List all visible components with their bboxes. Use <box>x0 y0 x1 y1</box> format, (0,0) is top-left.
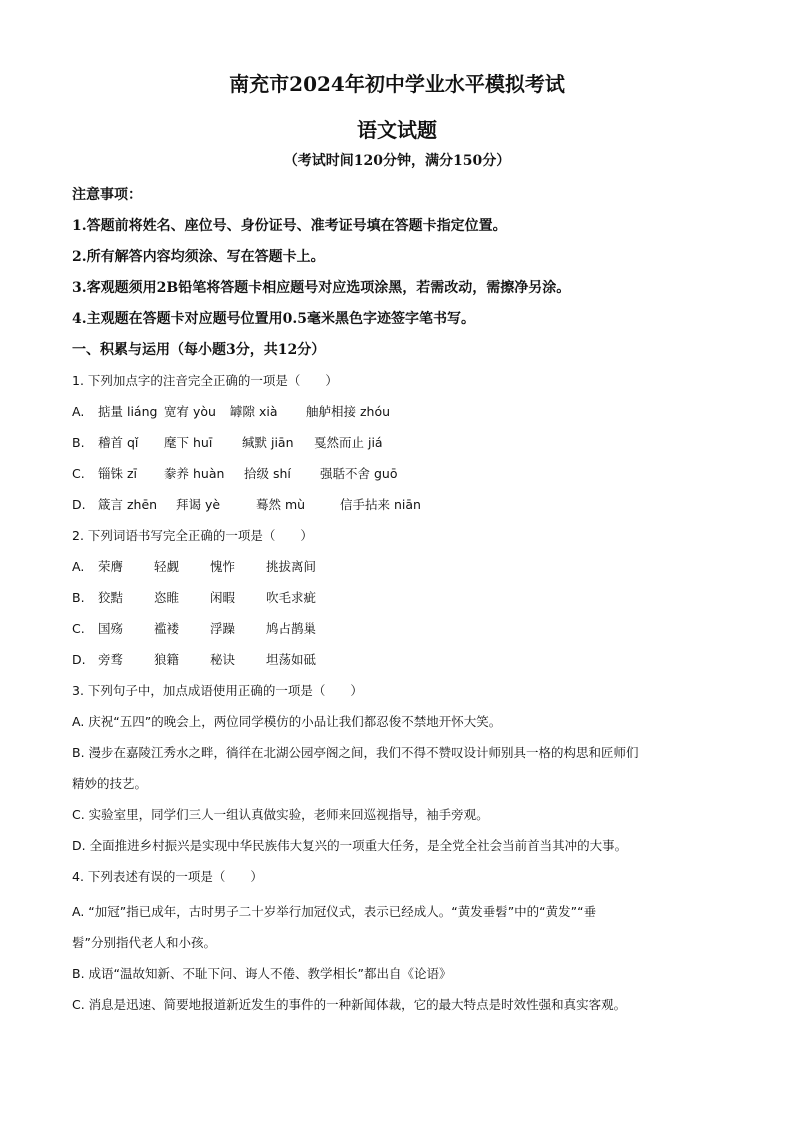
option-letter: C. <box>72 621 85 636</box>
question-3-option-d: D. 全面推进乡村振兴是实现中华民族伟大复兴的一项重大任务，是全党全社会当前首当其冲的大事。 <box>72 838 628 853</box>
option-word: 掂量 liáng <box>98 404 158 419</box>
option-word: 信手拈来 niān <box>340 497 421 512</box>
option-word: 稽首 qǐ <box>98 435 139 450</box>
option-word: 秘诀 <box>210 652 236 667</box>
option-word: 恣睢 <box>154 590 180 605</box>
option-word: 箴言 zhēn <box>98 497 158 512</box>
notice-item: 1.答题前将姓名、座位号、身份证号、准考证号填在答题卡指定位置。 <box>72 218 507 234</box>
notice-item: 3.客观题须用2B铅笔将答题卡相应题号对应选项涂黑，若需改动，需擦净另涂。 <box>72 280 571 296</box>
question-2-option-a <box>72 557 734 575</box>
option-letter: D. <box>72 497 86 512</box>
question-2-stem: 2. 下列词语书写完全正确的一项是（ ） <box>72 528 313 543</box>
question-3-option-b: B. 漫步在嘉陵江秀水之畔，徜徉在北湖公园亭阁之间，我们不得不赞叹设计师别具一格的构思和匠师们 <box>72 745 639 760</box>
option-word: 强聒不舍 guō <box>320 466 398 481</box>
option-word: 舳舻相接 zhóu <box>306 404 391 419</box>
question-3-option-c: C. 实验室里，同学们三人一组认真做实验，老师来回巡视指导，袖手旁观。 <box>72 807 489 822</box>
option-word: 宽宥 yòu <box>164 404 216 419</box>
option-word: 拜谒 yè <box>176 497 221 512</box>
option-word: 闲暇 <box>210 590 236 605</box>
question-4-option-b: B. 成语“温故知新、不耻下问、诲人不倦、教学相长”都出自《论语》 <box>72 966 452 981</box>
option-letter: A. <box>72 559 85 574</box>
option-word: 麾下 huī <box>164 435 213 450</box>
question-4-stem: 4. 下列表述有误的一项是（ ） <box>72 869 263 884</box>
option-letter: D. <box>72 652 86 667</box>
question-1-option-d <box>72 495 734 513</box>
question-1-stem: 1. 下列加点字的注音完全正确的一项是（ ） <box>72 373 338 388</box>
option-letter: B. <box>72 435 85 450</box>
option-word: 轻觑 <box>154 559 180 574</box>
option-word: 国殇 <box>98 621 124 636</box>
question-4-option-a-cont: 髫”分别指代老人和小孩。 <box>72 935 216 950</box>
option-word: 挑拔离间 <box>266 559 317 574</box>
question-3-option-b-cont: 精妙的技艺。 <box>72 776 148 791</box>
option-letter: A. <box>72 404 85 419</box>
option-word: 旁骛 <box>98 652 124 667</box>
exam-title: 南充市2024年初中学业水平模拟考试 <box>229 72 565 96</box>
question-3-stem: 3. 下列句子中，加点成语使用正确的一项是（ ） <box>72 683 363 698</box>
option-word: 豢养 huàn <box>164 466 225 481</box>
question-3-option-a: A. 庆祝“五四”的晚会上，两位同学模仿的小品让我们都忍俊不禁地开怀大笑。 <box>72 714 502 729</box>
question-4-option-a: A. “加冠”指已成年，古时男子二十岁举行加冠仪式，表示已经成人。“黄发垂髫”中的“黄发”“垂 <box>72 904 597 919</box>
option-word: 蓦然 mù <box>256 497 306 512</box>
option-word: 褴褛 <box>154 621 180 636</box>
option-letter: B. <box>72 590 85 605</box>
question-1-option-c <box>72 464 734 482</box>
option-word: 狡黠 <box>98 590 124 605</box>
option-word: 罅隙 xià <box>230 404 278 419</box>
option-word: 坦荡如砥 <box>266 652 317 667</box>
option-word: 缄默 jiān <box>242 435 294 450</box>
notice-item: 2.所有解答内容均须涂、写在答题卡上。 <box>72 249 325 265</box>
option-word: 锱铢 zī <box>98 466 138 481</box>
exam-time-note: （考试时间120分钟，满分150分） <box>283 153 511 169</box>
question-4-option-c: C. 消息是迅速、简要地报道新近发生的事件的一种新闻体裁，它的最大特点是时效性强和真实客观。 <box>72 997 627 1012</box>
option-word: 愧怍 <box>210 559 236 574</box>
exam-subtitle: 语文试题 <box>357 118 437 142</box>
notice-heading: 注意事项： <box>72 187 142 203</box>
option-word: 拾级 shí <box>244 466 291 481</box>
option-letter: C. <box>72 466 85 481</box>
option-word: 戛然而止 jiá <box>314 435 383 450</box>
question-2-option-b <box>72 588 734 606</box>
notice-item: 4.主观题在答题卡对应题号位置用0.5毫米黑色字迹签字笔书写。 <box>72 311 475 327</box>
option-word: 吹毛求疵 <box>266 590 317 605</box>
option-word: 鸠占鹊巢 <box>266 621 317 636</box>
question-2-option-d <box>72 650 734 668</box>
option-word: 狼籍 <box>154 652 180 667</box>
question-2-option-c <box>72 619 734 637</box>
question-1-option-a <box>72 402 734 420</box>
option-word: 浮躁 <box>210 621 236 636</box>
option-word: 荣膺 <box>98 559 124 574</box>
section-heading: 一、积累与运用（每小题3分，共12分） <box>72 342 326 358</box>
question-1-option-b <box>72 433 734 451</box>
